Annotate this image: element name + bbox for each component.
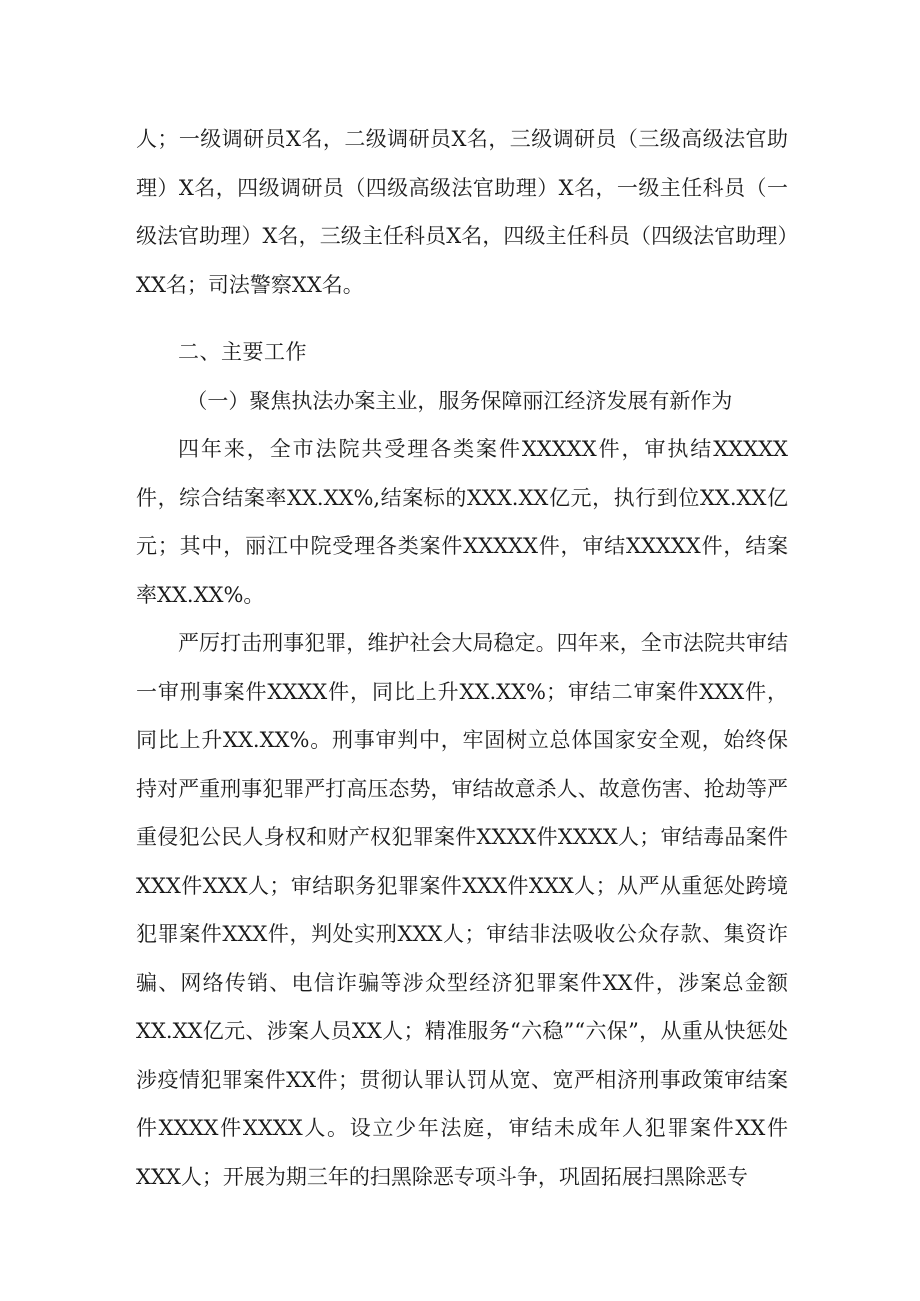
paragraph-case-statistics: 四年来，全市法院共受理各类案件XXXXX件，审执结XXXXX件，综合结案率XX.XX%,结案标的XXX.XX亿元，执行到位XX.XX亿元；其中，丽江中院受理各类案件XXXXX件，审结XXXXX件，结案率XX.XX%。 (136, 437, 788, 607)
paragraph-staffing: 人；一级调研员X名，二级调研员X名，三级调研员（三级高级法官助理）X名，四级调研员（四级高级法官助理）X名，一级主任科员（一级法官助理）X名，三级主任科员X名，四级主任科员（四级法官助理）XX名；司法警察XX名。 (136, 127, 788, 297)
section-heading-main-work: 二、主要工作 (178, 340, 307, 364)
subsection-heading-1: （一）聚焦执法办案主业，服务保障丽江经济发展有新作为 (186, 388, 733, 413)
paragraph-criminal-trials: 严厉打击刑事犯罪，维护社会大局稳定。四年来，全市法院共审结一审刑事案件XXXX件，同比上升XX.XX%；审结二审案件XXX件，同比上升XX.XX%。刑事审判中，牢固树立总体国家安全观，始终保持对严重刑事犯罪严打高压态势，审结故意杀人、故意伤害、抢劫等严重侵犯公民人身权和财产权犯罪案件XXXX件XXXX人；审结毒品案件XXX件XXX人；审结职务犯罪案件XXX件XXX人；从严从重惩处跨境犯罪案件XXX件，判处实刑XXX人；审结非法吸收公众存款、集资诈骗、网络传销、电信诈骗等涉众型经济犯罪案件XX件，涉案总金额XX.XX亿元、涉案人员XX人；精准服务“六稳”“六保”，从重从快惩处涉疫情犯罪案件XX件；贯彻认罪认罚从宽、宽严相济刑事政策审结案件XXXX件XXXX人。设立少年法庭，审结未成年人犯罪案件XX件XXX人；开展为期三年的扫黑除恶专项斗争，巩固拓展扫黑除恶专 (136, 631, 788, 1189)
document-body (136, 115, 788, 1201)
